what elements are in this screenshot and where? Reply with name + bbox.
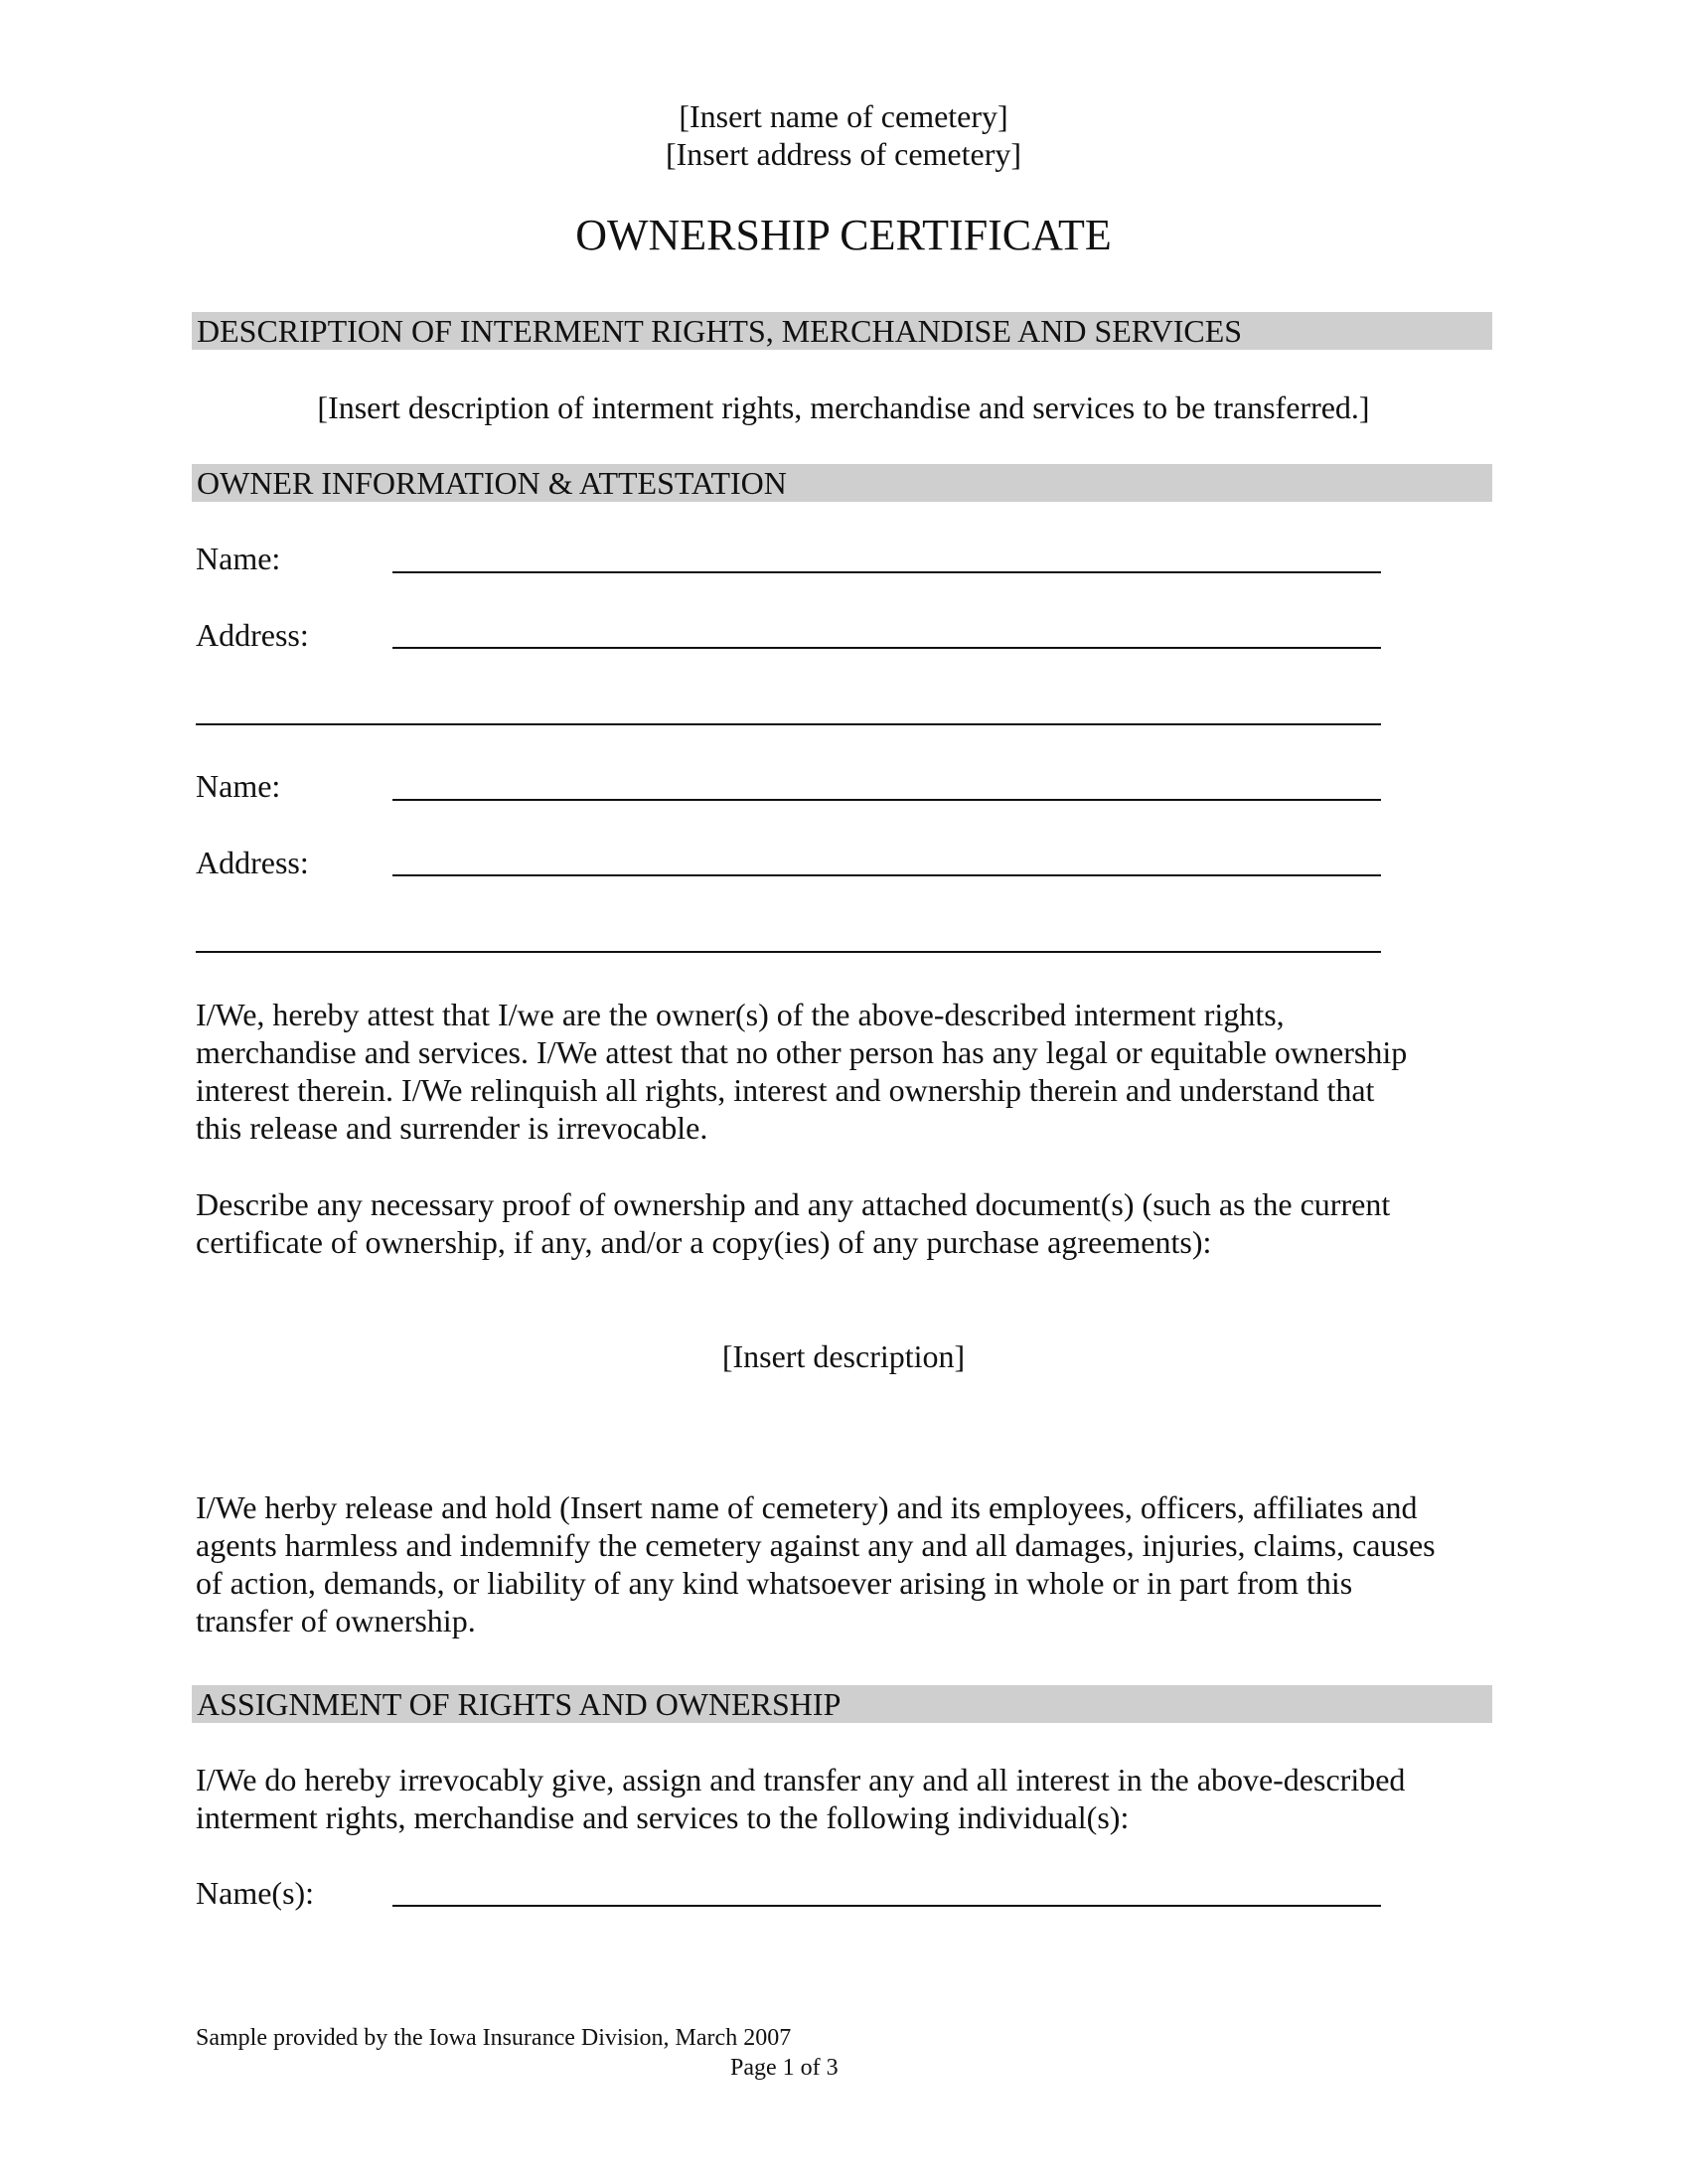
attestation-paragraph <box>196 996 1497 1147</box>
attestation-line: merchandise and services. I/We attest that no other person has any legal or equitable ownership <box>196 1034 1408 1070</box>
owner1-address-label: Address: <box>196 617 309 653</box>
assignment-line: interment rights, merchandise and services to the following individual(s): <box>196 1799 1130 1835</box>
footer-source: Sample provided by the Iowa Insurance Division, March 2007 <box>196 2025 792 2051</box>
page-title: OWNERSHIP CERTIFICATE <box>575 211 1112 259</box>
release-line: of action, demands, or liability of any kind whatsoever arising in whole or in part from this <box>196 1565 1353 1601</box>
description-placeholder: [Insert description of interment rights, merchandise and services to be transferred.] <box>317 390 1370 425</box>
assignee-names-field[interactable] <box>392 1905 1381 1907</box>
cemetery-address: [Insert address of cemetery] <box>665 136 1022 172</box>
proof-line: certificate of ownership, if any, and/or a copy(ies) of any purchase agreements): <box>196 1224 1212 1260</box>
proof-paragraph <box>196 1185 1497 1261</box>
owner1-address-field[interactable] <box>392 647 1381 649</box>
section-heading-description <box>192 312 1492 350</box>
owner2-address-label: Address: <box>196 845 309 880</box>
owner2-name-field[interactable] <box>392 799 1381 801</box>
release-line: I/We herby release and hold (Insert name of cemetery) and its employees, officers, affiliates and <box>196 1489 1418 1525</box>
proof-line: Describe any necessary proof of ownership and any attached document(s) (such as the current <box>196 1186 1391 1222</box>
owner1-address-line2-field[interactable] <box>196 723 1381 725</box>
attestation-line: I/We, hereby attest that I/we are the owner(s) of the above-described interment rights, <box>196 997 1285 1032</box>
release-paragraph <box>196 1488 1497 1639</box>
release-line: agents harmless and indemnify the cemetery against any and all damages, injuries, claims, causes <box>196 1527 1436 1563</box>
proof-placeholder: [Insert description] <box>721 1338 966 1374</box>
section-heading-description-label: DESCRIPTION OF INTERMENT RIGHTS, MERCHANDISE AND SERVICES <box>197 313 1243 349</box>
section-heading-assignment-label: ASSIGNMENT OF RIGHTS AND OWNERSHIP <box>197 1686 842 1722</box>
footer-page-number: Page 1 of 3 <box>730 2055 839 2081</box>
assignee-names-label: Name(s): <box>196 1875 315 1911</box>
owner1-name-label: Name: <box>196 541 281 576</box>
cemetery-name: [Insert name of cemetery] <box>679 98 1008 134</box>
attestation-line: interest therein. I/We relinquish all rights, interest and ownership therein and understand that <box>196 1072 1375 1108</box>
section-heading-owner-label: OWNER INFORMATION & ATTESTATION <box>197 465 787 501</box>
assignment-paragraph <box>196 1761 1497 1836</box>
owner2-address-field[interactable] <box>392 874 1381 876</box>
section-heading-owner <box>192 464 1492 502</box>
assignment-line: I/We do hereby irrevocably give, assign and transfer any and all interest in the above-described <box>196 1762 1406 1797</box>
release-line: transfer of ownership. <box>196 1603 476 1638</box>
section-heading-assignment <box>192 1685 1492 1723</box>
owner2-address-line2-field[interactable] <box>196 951 1381 953</box>
attestation-line: this release and surrender is irrevocable. <box>196 1110 708 1146</box>
owner2-name-label: Name: <box>196 768 281 804</box>
owner1-name-field[interactable] <box>392 571 1381 573</box>
